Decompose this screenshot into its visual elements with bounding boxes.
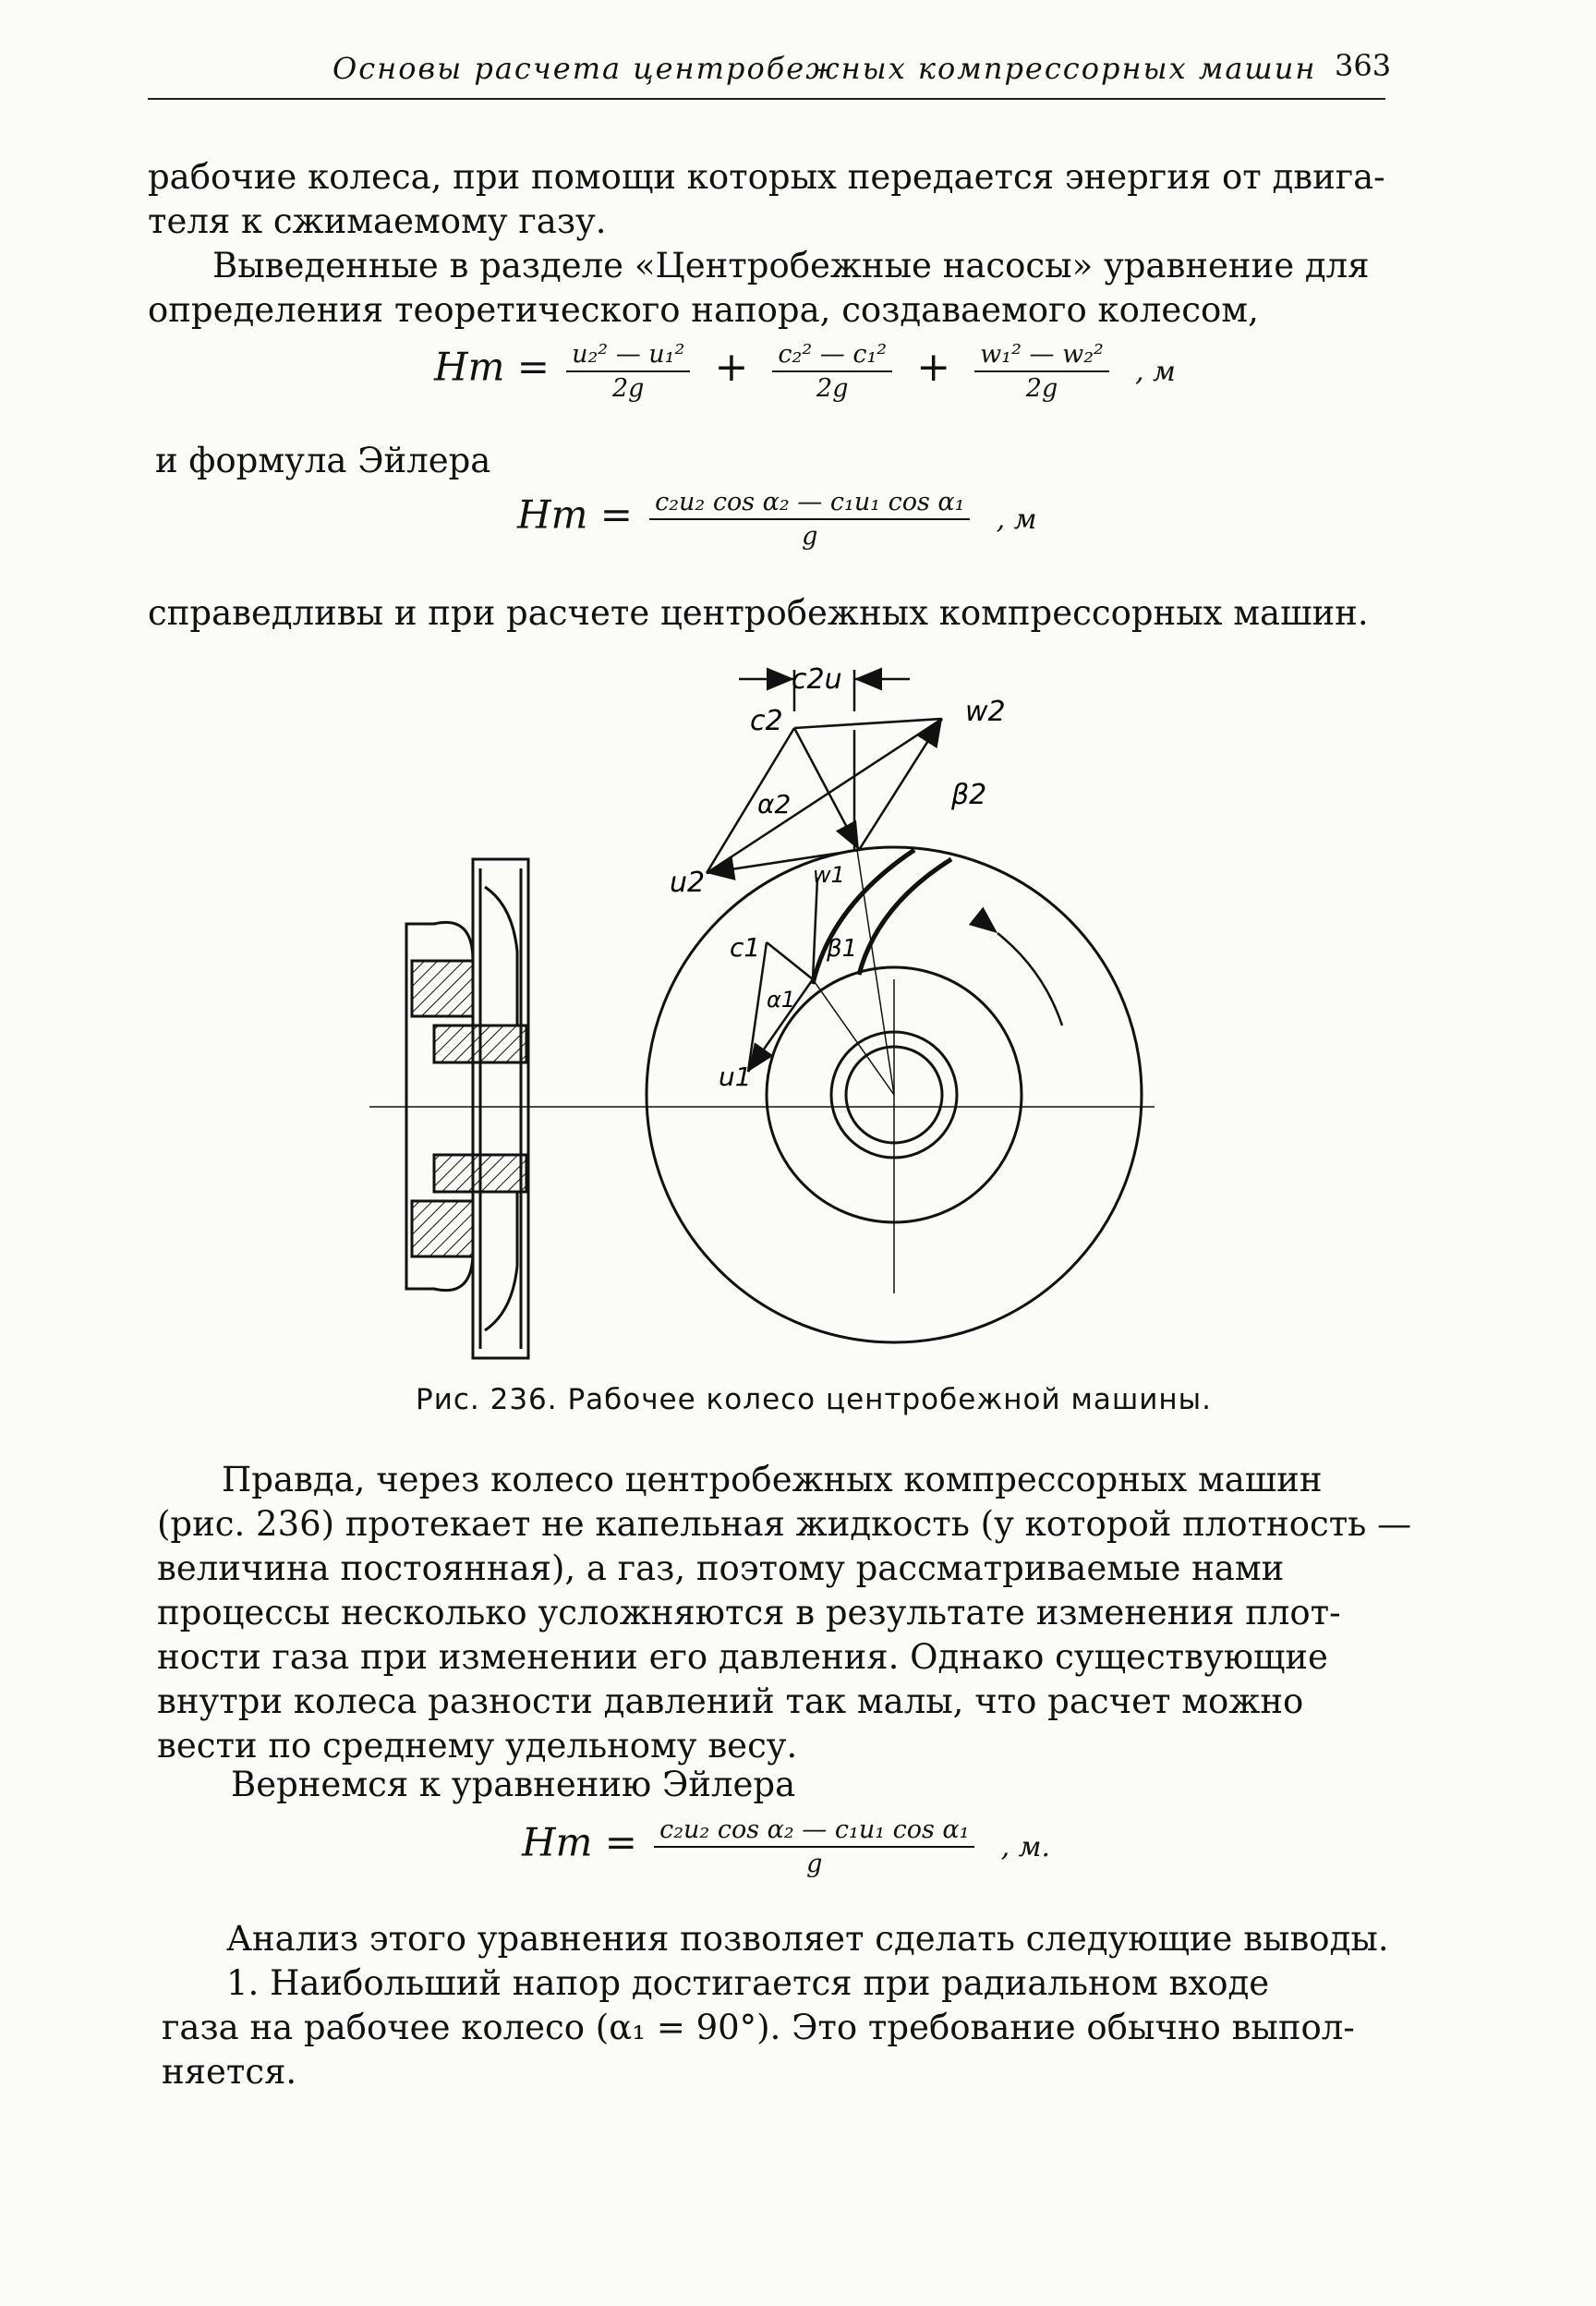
running-title: Основы расчета центробежных компрессорных машин bbox=[332, 51, 1317, 86]
label-w2: w2 bbox=[965, 696, 1006, 728]
text-line: определения теоретического напора, создаваемого колесом, bbox=[148, 290, 1259, 330]
eq-lhs: Hт = bbox=[434, 344, 550, 390]
eq-lhs: Hт = bbox=[517, 492, 633, 538]
fraction-numerator: c₂u₂ cos α₂ — c₁u₁ cos α₁ bbox=[654, 1815, 974, 1848]
fraction-denominator: g bbox=[802, 522, 818, 551]
eq-lhs: Hт = bbox=[522, 1819, 637, 1865]
page-number: 363 bbox=[1335, 48, 1392, 83]
label-u1: u1 bbox=[719, 1062, 752, 1092]
label-w1: w1 bbox=[813, 862, 845, 888]
validity-line: справедливы и при расчете центробежных компрессорных машин. bbox=[148, 593, 1369, 633]
label-alpha1: α1 bbox=[767, 987, 796, 1013]
text-line: (рис. 236) протекает не капельная жидкость (у которой плотность — bbox=[157, 1504, 1412, 1544]
label-beta2: β2 bbox=[951, 779, 987, 811]
outlet-velocity-triangle bbox=[707, 670, 942, 873]
text-line: процессы несколько усложняются в результате изменения плот- bbox=[157, 1593, 1341, 1632]
eq-unit: , м bbox=[996, 503, 1037, 536]
truth-paragraph bbox=[157, 1458, 1422, 1768]
plus-sign: + bbox=[916, 343, 951, 391]
text-line: теля к сжимаемому газу. bbox=[148, 201, 607, 241]
text-line: няется. bbox=[162, 2052, 297, 2092]
label-c1: c1 bbox=[730, 932, 761, 963]
text-line: внутри колеса разности давлений так малы, что расчет можно bbox=[157, 1681, 1304, 1721]
text-line: вести по среднему удельному весу. bbox=[157, 1726, 798, 1766]
label-u2: u2 bbox=[670, 867, 706, 899]
text-line: 1. Наибольший напор достигается при радиальном входе bbox=[226, 1963, 1270, 2003]
label-beta1: β1 bbox=[827, 935, 858, 963]
analysis-paragraph bbox=[162, 1917, 1427, 2094]
fraction-denominator: 2g bbox=[611, 374, 645, 403]
label-c2: c2 bbox=[750, 705, 783, 737]
text-line: величина постоянная), а газ, поэтому рассматриваемые нами bbox=[157, 1548, 1285, 1588]
euler-intro: и формула Эйлера bbox=[155, 441, 491, 480]
return-line: Вернемся к уравнению Эйлера bbox=[231, 1765, 796, 1804]
fraction-numerator: c₂² — c₁² bbox=[772, 340, 892, 372]
figure-caption: Рис. 236. Рабочее колесо центробежной машины. bbox=[416, 1383, 1212, 1416]
fraction-numerator: c₂u₂ cos α₂ — c₁u₁ cos α₁ bbox=[649, 488, 970, 520]
equation-euler-repeat bbox=[522, 1815, 1050, 1878]
fraction-denominator: 2g bbox=[1025, 374, 1058, 403]
text-line: Анализ этого уравнения позволяет сделать следующие выводы. bbox=[226, 1919, 1389, 1959]
fraction bbox=[654, 1815, 974, 1878]
fraction-numerator: u₂² — u₁² bbox=[566, 340, 690, 372]
fraction-numerator: w₁² — w₂² bbox=[974, 340, 1109, 372]
text-line: Выведенные в разделе «Центробежные насосы» уравнение для bbox=[212, 246, 1370, 285]
text-line: ности газа при изменении его давления. Однако существующие bbox=[157, 1637, 1328, 1677]
label-alpha2: α2 bbox=[757, 789, 792, 819]
impeller-section bbox=[406, 859, 528, 1358]
plus-sign: + bbox=[714, 343, 749, 391]
eq-unit: , м bbox=[1134, 355, 1176, 388]
text-line: Правда, через колесо центробежных компрессорных машин bbox=[222, 1460, 1323, 1499]
label-c2u: c2u bbox=[792, 663, 842, 696]
eq-unit: , м. bbox=[1000, 1830, 1051, 1863]
text-line: рабочие колеса, при помощи которых передается энергия от двига- bbox=[148, 157, 1385, 197]
fraction-denominator: g bbox=[806, 1850, 823, 1878]
inlet-velocity-triangle bbox=[748, 878, 817, 1072]
fraction-denominator: 2g bbox=[816, 374, 849, 403]
text-line: газа на рабочее колесо (α₁ = 90°). Это требование обычно выпол- bbox=[162, 2008, 1355, 2047]
